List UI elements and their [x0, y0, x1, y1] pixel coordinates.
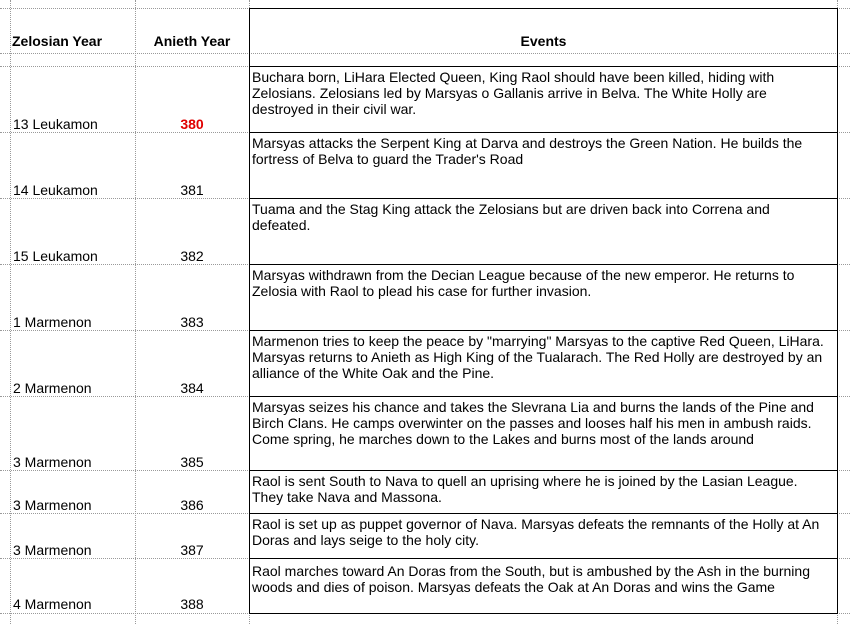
anieth-year-cell: 382 — [180, 248, 204, 264]
anieth-year-cell: 380 — [180, 116, 204, 132]
grid-line — [0, 53, 850, 54]
anieth-year-cell: 384 — [180, 380, 204, 396]
grid-line — [10, 0, 11, 624]
zelosian-year-cell: 13 Leukamon — [13, 116, 98, 132]
event-cell: Tuama and the Stag King attack the Zelosians but are driven back into Correna and defeated. — [252, 201, 770, 233]
events-border-left — [249, 8, 250, 613]
grid-line — [135, 0, 136, 624]
events-border — [249, 66, 838, 67]
events-border-top — [249, 8, 838, 9]
event-cell: Raol is set up as puppet governor of Nava. Marsyas defeats the remnants of the Holly at An Doras and lays seige to the holy city. — [252, 516, 820, 548]
events-border — [249, 264, 838, 265]
event-cell: Marmenon tries to keep the peace by "marrying" Marsyas to the captive Red Queen, LiHara. Marsyas returns to Anieth as High King of the Tualarach. The Red Holly are destroyed by an alliance of the White Oak and the Pine. — [252, 333, 824, 381]
events-border-bottom — [249, 613, 838, 614]
events-border — [249, 330, 838, 331]
event-cell: Marsyas seizes his chance and takes the Slevrana Lia and burns the lands of the Pine and Birch Clans. He camps overwinter on the passes and looses half his men in ambush raids. Come spring, he marches down to the Lakes and burns most of the lands around — [252, 399, 814, 447]
anieth-year-cell: 387 — [180, 542, 204, 558]
events-border — [249, 132, 838, 133]
zelosian-year-cell: 14 Leukamon — [13, 182, 98, 198]
zelosian-year-cell: 3 Marmenon — [13, 542, 92, 558]
event-cell: Marsyas withdrawn from the Decian League because of the new emperor. He returns to Zelosia with Raol to plead his case for further invasion. — [252, 267, 795, 299]
events-border — [249, 470, 838, 471]
zelosian-year-cell: 1 Marmenon — [13, 314, 92, 330]
events-border — [249, 396, 838, 397]
events-border — [249, 513, 838, 514]
events-border — [249, 198, 838, 199]
event-cell: Buchara born, LiHara Elected Queen, King Raol should have been killed, hiding with Zelosians. Zelosians led by Marsyas o Gallanis arrive in Belva. The White Holly are destroyed in their civil war. — [252, 69, 775, 117]
zelosian-year-cell: 15 Leukamon — [13, 248, 98, 264]
anieth-year-cell: 388 — [180, 596, 204, 612]
header-anieth-year: Anieth Year — [153, 33, 231, 49]
anieth-year-cell: 381 — [180, 182, 204, 198]
events-border-right — [837, 8, 838, 613]
zelosian-year-cell: 3 Marmenon — [13, 454, 92, 470]
event-cell: Raol marches toward An Doras from the South, but is ambushed by the Ash in the burning woods and dies of poison. Marsyas defeats the Oak at An Doras and wins the Game — [252, 563, 810, 595]
header-zelosian-year: Zelosian Year — [12, 33, 103, 49]
event-cell: Raol is sent South to Nava to quell an uprising where he is joined by the Lasian League. They take Nava and Massona. — [252, 473, 798, 505]
event-cell: Marsyas attacks the Serpent King at Darva and destroys the Green Nation. He builds the fortress of Belva to guard the Trader's Road — [252, 135, 803, 167]
zelosian-year-cell: 3 Marmenon — [13, 497, 92, 513]
zelosian-year-cell: 4 Marmenon — [13, 596, 92, 612]
zelosian-year-cell: 2 Marmenon — [13, 380, 92, 396]
events-border — [249, 558, 838, 559]
anieth-year-cell: 383 — [180, 314, 204, 330]
anieth-year-cell: 386 — [180, 497, 204, 513]
header-events: Events — [520, 33, 567, 49]
anieth-year-cell: 385 — [180, 454, 204, 470]
